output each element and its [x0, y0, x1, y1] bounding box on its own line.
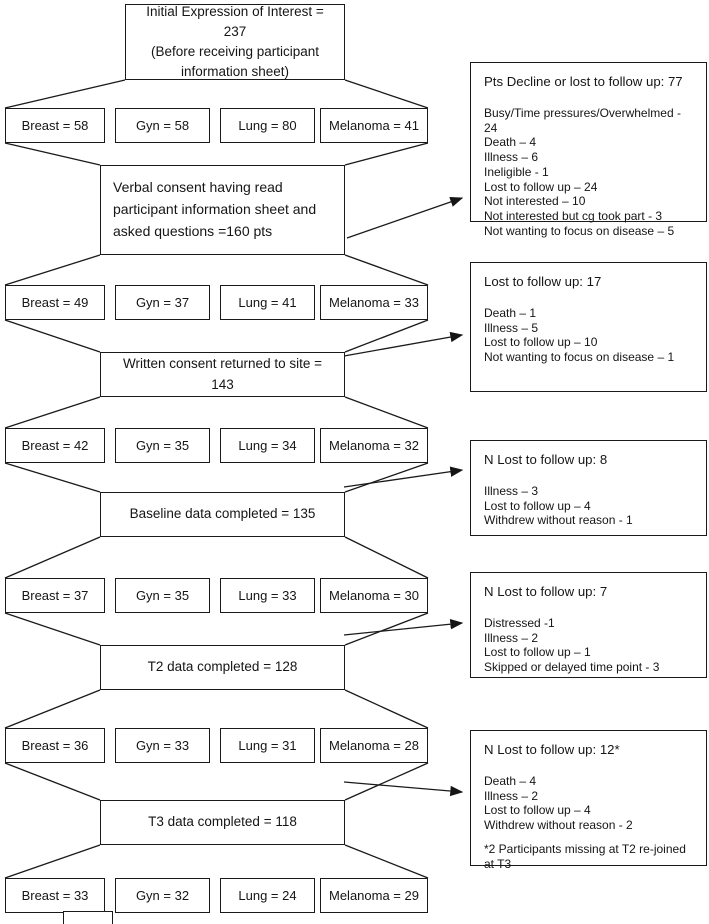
stage-5-cat-melanoma [320, 728, 428, 763]
stage-2-cat-lung [220, 285, 315, 320]
cat-label: Breast = 36 [21, 738, 89, 753]
cat-label: Gyn = 37 [135, 295, 190, 310]
side-note-5-title: N Lost to follow up: 12* [484, 742, 620, 757]
side-note-line: Skipped or delayed time point - 3 [484, 660, 660, 675]
side-note-5-footnote: *2 Participants missing at T2 re-joined at T3 [484, 841, 686, 871]
side-note-line: Withdrew without reason - 2 [484, 818, 633, 833]
side-note-line: Not interested but cg took part - 3 [484, 208, 663, 223]
cat-label: Melanoma = 33 [329, 295, 419, 310]
stage-1-main-line-2: (Before receiving participant information sheet) [150, 44, 320, 80]
cat-label: Breast = 42 [21, 438, 89, 453]
stage-3-cat-gyn [115, 428, 210, 463]
cat-label: Melanoma = 29 [329, 888, 419, 903]
partial-next-box [63, 911, 113, 924]
side-note-line: Lost to follow up – 24 [484, 179, 598, 194]
side-note-3-title: N Lost to follow up: 8 [484, 452, 608, 467]
side-note-line: Lost to follow up – 4 [484, 498, 591, 513]
side-note-line: Withdrew without reason - 1 [484, 513, 633, 528]
stage-6-cat-gyn [115, 878, 210, 913]
stage-1-cat-breast [5, 108, 105, 143]
stage-6-main-label: T3 data completed = 118 [148, 814, 297, 830]
stage-5-cat-lung [220, 728, 315, 763]
side-note-line: Illness – 6 [484, 150, 539, 165]
stage-5-main-label: T2 data completed = 128 [147, 659, 298, 675]
stage-5-cat-gyn [115, 728, 210, 763]
stage-3-main-label: Written consent returned to site = 143 [123, 356, 322, 392]
side-note-line: Death – 4 [484, 774, 537, 788]
side-note-line: Illness – 3 [484, 484, 539, 498]
stage-6-cat-lung [220, 878, 315, 913]
side-note-line: Ineligible - 1 [484, 164, 549, 179]
cat-label: Gyn = 35 [135, 588, 190, 603]
stage-2-main-label: Verbal consent having read participant information sheet and asked questions =160 pts [113, 179, 317, 239]
cat-label: Breast = 49 [21, 295, 89, 310]
cat-label: Lung = 33 [238, 588, 297, 603]
stage-1-cat-gyn [115, 108, 210, 143]
side-note-5 [470, 730, 707, 871]
side-note-4-title: N Lost to follow up: 7 [484, 584, 608, 599]
stage-1-main-box [125, 4, 345, 80]
cat-label: Melanoma = 32 [329, 438, 419, 453]
stage-4-main-label: Baseline data completed = 135 [129, 506, 316, 522]
side-note-line: Illness – 5 [484, 320, 539, 335]
stage-2-cat-melanoma [320, 285, 428, 320]
side-note-2 [470, 262, 707, 392]
stage-4-cat-melanoma [320, 578, 428, 613]
stage-4-cat-breast [5, 578, 105, 613]
cat-label: Lung = 24 [238, 888, 297, 903]
cat-label: Gyn = 58 [135, 118, 190, 133]
stage-4-main-box [100, 492, 345, 537]
cat-label: Lung = 80 [238, 118, 297, 133]
stage-1-cat-lung [220, 108, 315, 143]
side-note-4 [470, 572, 707, 678]
cat-label: Lung = 34 [238, 438, 297, 453]
cat-label: Breast = 58 [21, 118, 89, 133]
stage-1-main-label [136, 2, 334, 83]
side-note-line: Lost to follow up – 1 [484, 645, 591, 660]
side-note-line: Distressed -1 [484, 616, 555, 630]
stage-3-cat-breast [5, 428, 105, 463]
side-note-line: Illness – 2 [484, 630, 539, 645]
stage-1-cat-melanoma [320, 108, 428, 143]
cat-label: Breast = 37 [21, 588, 89, 603]
side-note-line: Not wanting to focus on disease – 1 [484, 350, 675, 365]
stage-2-cat-breast [5, 285, 105, 320]
side-note-line: Lost to follow up – 4 [484, 803, 591, 818]
stage-6-cat-breast [5, 878, 105, 913]
stage-6-main-box [100, 800, 345, 845]
side-note-line: Death – 4 [484, 135, 537, 150]
stage-2-main-box [100, 165, 345, 255]
stage-4-cat-lung [220, 578, 315, 613]
cat-label: Gyn = 32 [135, 888, 190, 903]
side-note-line: Death – 1 [484, 306, 537, 320]
side-note-2-title: Lost to follow up: 17 [484, 274, 602, 289]
side-note-line: Not interested – 10 [484, 194, 586, 209]
stage-6-cat-melanoma [320, 878, 428, 913]
cat-label: Breast = 33 [21, 888, 89, 903]
stage-3-cat-lung [220, 428, 315, 463]
stage-5-main-box [100, 645, 345, 690]
stage-3-main-box [100, 352, 345, 397]
stage-3-cat-melanoma [320, 428, 428, 463]
cat-label: Melanoma = 41 [329, 118, 419, 133]
cat-label: Melanoma = 28 [329, 738, 419, 753]
side-note-line: Illness – 2 [484, 788, 539, 803]
side-note-1-title: Pts Decline or lost to follow up: 77 [484, 74, 683, 89]
side-note-1 [470, 62, 707, 238]
side-note-line: Lost to follow up – 10 [484, 335, 598, 350]
stage-2-cat-gyn [115, 285, 210, 320]
stage-5-cat-breast [5, 728, 105, 763]
stage-1-main-line-1: Initial Expression of Interest = 237 [146, 3, 324, 39]
cat-label: Gyn = 33 [135, 738, 190, 753]
stage-4-cat-gyn [115, 578, 210, 613]
side-note-line: Busy/Time pressures/Overwhelmed - 24 [484, 106, 681, 135]
cat-label: Lung = 31 [238, 738, 297, 753]
cat-label: Gyn = 35 [135, 438, 190, 453]
cat-label: Melanoma = 30 [329, 588, 419, 603]
side-note-line: Not wanting to focus on disease – 5 [484, 223, 675, 238]
side-note-3 [470, 440, 707, 536]
cat-label: Lung = 41 [238, 295, 297, 310]
